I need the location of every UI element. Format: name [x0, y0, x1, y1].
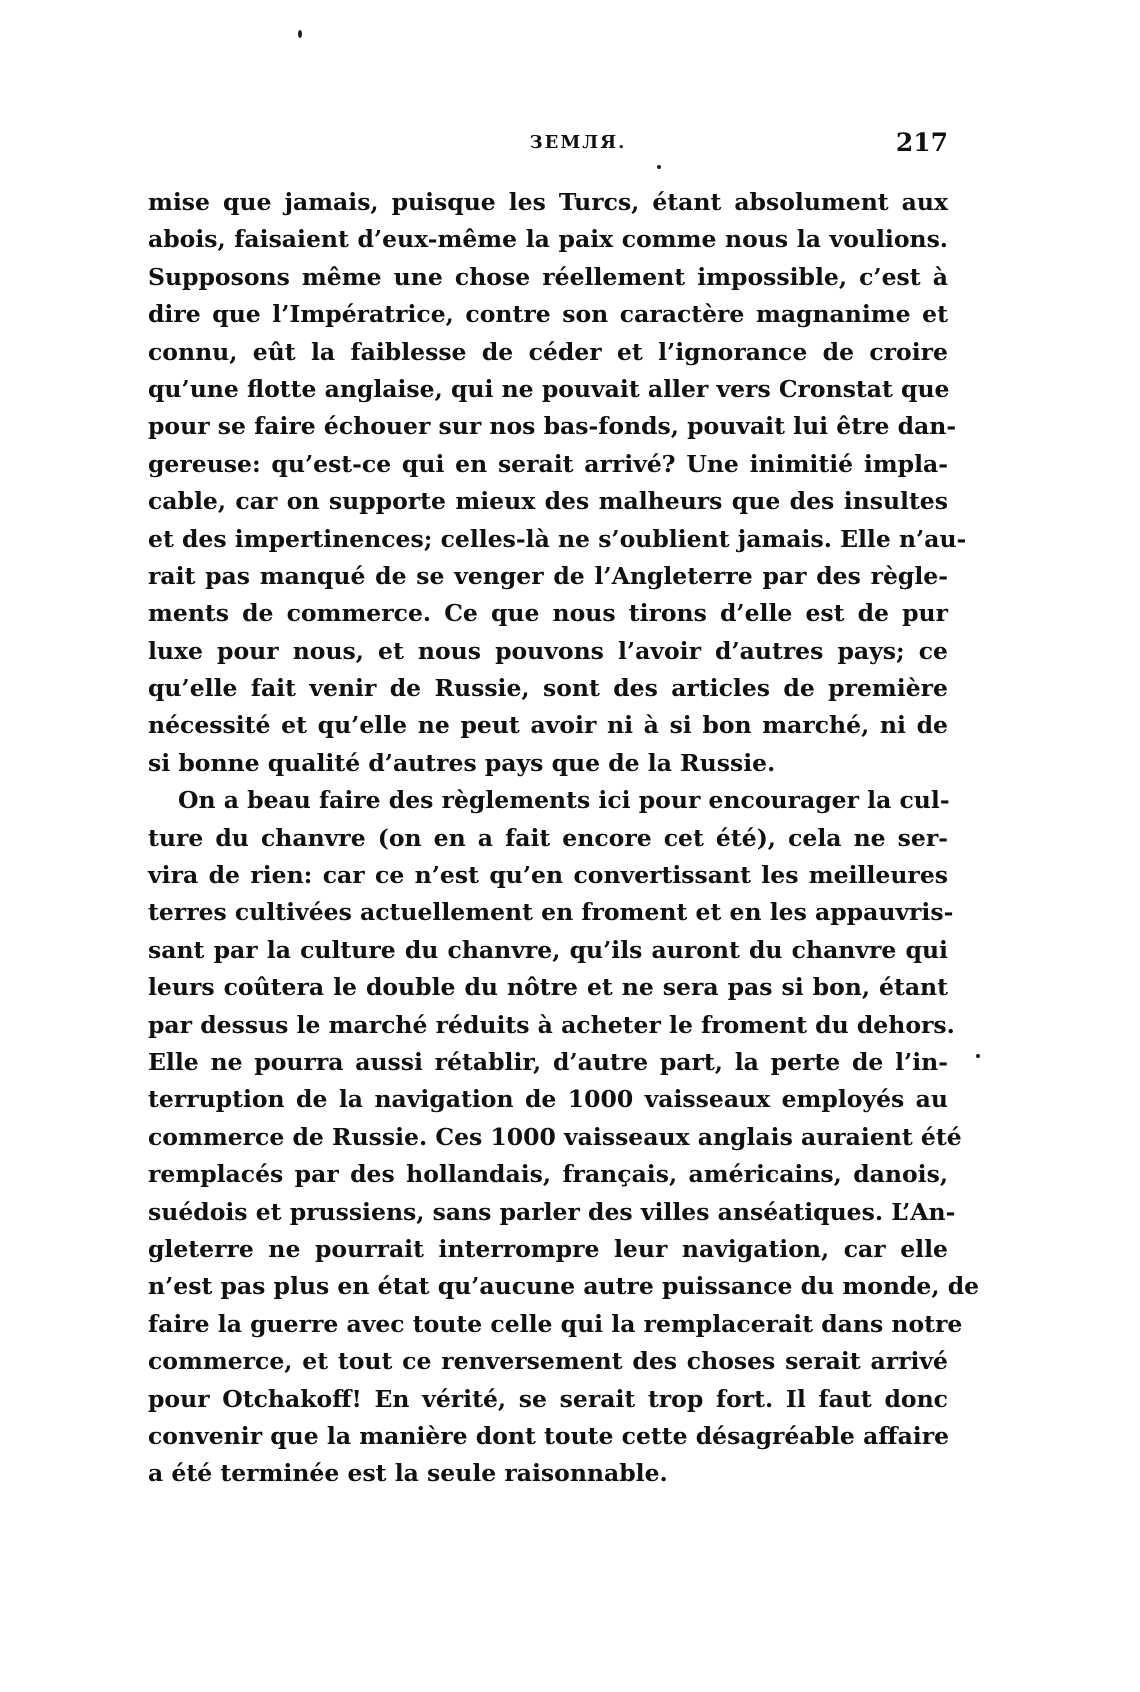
- text-line: Supposons même une chose réellement impossible, c’est à: [148, 262, 948, 291]
- text-line: dire que l’Impératrice, contre son caractère magnanime et: [148, 300, 948, 329]
- text-line: terres cultivées actuellement en froment et en les appauvris-: [148, 898, 954, 927]
- text-line: commerce de Russie. Ces 1000 vaisseaux anglais auraient été: [148, 1122, 962, 1151]
- text-line: abois, faisaient d’eux-même la paix comme nous la voulions.: [148, 225, 948, 254]
- text-line: rait pas manqué de se venger de l’Angleterre par des règle-: [148, 561, 948, 590]
- text-line: si bonne qualité d’autres pays que de la Russie.: [148, 748, 776, 777]
- text-line: vira de rien: car ce n’est qu’en convertissant les meilleures: [148, 861, 948, 890]
- page-number: 217: [895, 128, 948, 157]
- text-line: convenir que la manière dont toute cette désagréable affaire: [148, 1421, 950, 1450]
- text-line: suédois et prussiens, sans parler des villes anséatiques. L’An-: [148, 1197, 956, 1226]
- text-line: n’est pas plus en état qu’aucune autre puissance du monde, de: [148, 1272, 980, 1301]
- text-line: leurs coûtera le double du nôtre et ne sera pas si bon, étant: [148, 973, 948, 1002]
- ink-speck-right: [657, 165, 661, 169]
- body-text: [148, 184, 980, 1493]
- text-line: connu, eût la faiblesse de céder et l’ignorance de croire: [148, 337, 948, 366]
- text-line: pour Otchakoff! En vérité, se serait trop fort. Il faut donc: [148, 1384, 948, 1413]
- running-title: ЗЕМЛЯ.: [529, 132, 627, 153]
- paragraph-1: [148, 184, 967, 782]
- text-line: qu’elle fait venir de Russie, sont des articles de première: [148, 674, 948, 703]
- text-line: nécessité et qu’elle ne peut avoir ni à si bon marché, ni de: [148, 711, 948, 740]
- text-line: commerce, et tout ce renversement des choses serait arrivé: [148, 1347, 948, 1376]
- text-line: ments de commerce. Ce que nous tirons d’elle est de pur: [148, 599, 948, 628]
- text-line: gereuse: qu’est-ce qui en serait arrivé? Une inimitié impla-: [148, 449, 948, 478]
- text-line: a été terminée est la seule raisonnable.: [148, 1459, 668, 1488]
- text-line: pour se faire échouer sur nos bas-fonds, pouvait lui être dan-: [148, 412, 957, 441]
- ink-speck-top: [298, 30, 302, 38]
- text-line: par dessus le marché réduits à acheter le froment du dehors.: [148, 1010, 955, 1039]
- text-line: gleterre ne pourrait interrompre leur navigation, car elle: [148, 1234, 948, 1263]
- ink-speck-margin: [976, 1054, 980, 1058]
- text-line: remplacés par des hollandais, français, américains, danois,: [148, 1160, 948, 1189]
- text-line: qu’une flotte anglaise, qui ne pouvait aller vers Cronstat que: [148, 374, 950, 403]
- text-line: On a beau faire des règlements ici pour encourager la cul-: [178, 786, 950, 815]
- text-line: luxe pour nous, et nous pouvons l’avoir d’autres pays; ce: [148, 636, 948, 665]
- text-line: ture du chanvre (on en a fait encore cet été), cela ne ser-: [148, 823, 948, 852]
- text-line: Elle ne pourra aussi rétablir, d’autre part, la perte de l’in-: [148, 1047, 948, 1076]
- page-header: [148, 128, 948, 164]
- text-line: mise que jamais, puisque les Turcs, étant absolument aux: [148, 188, 948, 216]
- text-line: sant par la culture du chanvre, qu’ils auront du chanvre qui: [148, 935, 948, 964]
- text-line: cable, car on supporte mieux des malheurs que des insultes: [148, 487, 948, 516]
- text-line: faire la guerre avec toute celle qui la remplacerait dans notre: [148, 1309, 963, 1338]
- text-line: et des impertinences; celles-là ne s’oublient jamais. Elle n’au-: [148, 524, 967, 553]
- paragraph-2: [148, 782, 980, 1492]
- text-line: terruption de la navigation de 1000 vaisseaux employés au: [148, 1085, 948, 1114]
